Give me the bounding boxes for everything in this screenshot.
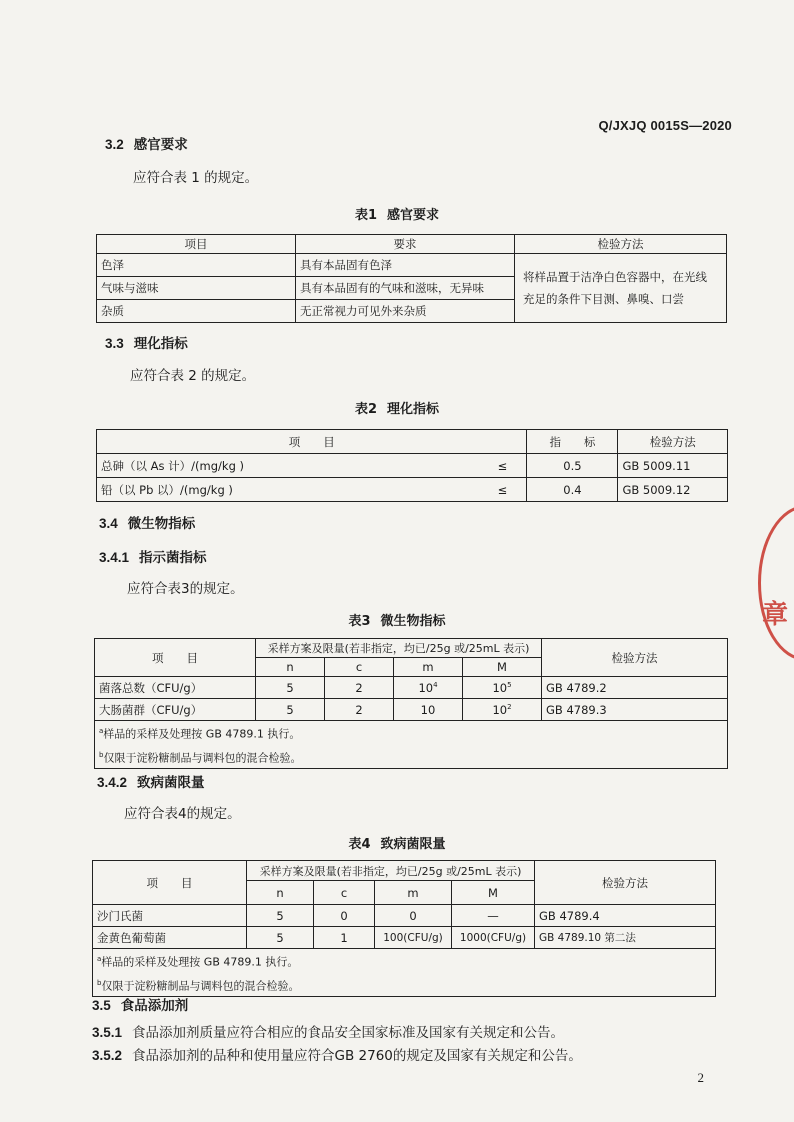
item-cell: 铅（以 Pb 以）/(mg/kg ) — [97, 478, 479, 502]
table-row — [97, 254, 727, 277]
table-row — [97, 478, 728, 502]
section-text: 食品添加剂质量应符合相应的食品安全国家标准及国家有关规定和公告。 — [132, 1025, 565, 1041]
M-base: 10 — [492, 680, 508, 695]
section-number: 3.2 — [105, 137, 124, 152]
section-title: 理化指标 — [133, 336, 188, 352]
caption-title: 致病菌限量 — [380, 837, 446, 852]
table-header-row — [95, 639, 728, 658]
header-cell: 项 目 — [95, 639, 256, 677]
header-cell: 检验方法 — [535, 861, 716, 905]
note-mark: a — [97, 955, 102, 963]
note-b — [99, 745, 723, 769]
c-cell: 2 — [325, 699, 394, 721]
m-cell — [394, 699, 463, 721]
c-cell: 2 — [325, 677, 394, 699]
header-cell: 检验方法 — [515, 235, 727, 254]
subheader-cell: c — [314, 881, 375, 905]
section-title: 食品添加剂 — [120, 998, 189, 1014]
M-cell: 1000(CFU/g) — [452, 927, 535, 949]
section-3-3-heading — [105, 332, 188, 352]
section-number: 3.5 — [92, 998, 111, 1013]
M-cell — [463, 699, 542, 721]
section-3-5-heading — [92, 994, 188, 1014]
subheader-cell: m — [394, 658, 463, 677]
table-notes — [93, 949, 716, 997]
section-3-4-1-text: 应符合表3的规定。 — [127, 581, 244, 597]
header-cell: 项 目 — [97, 430, 527, 454]
c-cell: 0 — [314, 905, 375, 927]
table-notes — [95, 721, 728, 769]
header-cell: 项目 — [97, 235, 296, 254]
section-3-2-heading — [105, 133, 188, 153]
section-text: 食品添加剂的品种和使用量应符合GB 2760的规定及国家有关规定和公告。 — [132, 1048, 582, 1064]
section-3-4-1-heading — [99, 546, 207, 566]
caption-number: 表2 — [354, 402, 378, 417]
item-cell: 气味与滋味 — [97, 277, 296, 300]
table-header-row — [97, 430, 728, 454]
method-cell: GB 5009.12 — [618, 478, 728, 502]
item-cell: 杂质 — [97, 300, 296, 323]
M-base: 10 — [492, 702, 508, 717]
requirement-cell: 具有本品固有的气味和滋味，无异味 — [296, 277, 515, 300]
table-header-row — [97, 235, 727, 254]
m-exponent: 4 — [433, 680, 438, 689]
m-cell: 100(CFU/g) — [375, 927, 452, 949]
m-cell — [394, 677, 463, 699]
section-number: 3.4.2 — [97, 775, 128, 790]
n-cell: 5 — [247, 927, 314, 949]
value-cell: 0.5 — [527, 454, 618, 478]
table-row — [93, 905, 716, 927]
method-cell: GB 4789.10 第二法 — [535, 927, 716, 949]
section-3-3-text: 应符合表 2 的规定。 — [130, 368, 256, 384]
subheader-cell: n — [256, 658, 325, 677]
method-cell: GB 5009.11 — [618, 454, 728, 478]
note-text: 仅限于淀粉糖制品与调料包的混合检验。 — [103, 751, 302, 765]
table-3-microbiological — [94, 638, 728, 769]
table-4-pathogen — [92, 860, 716, 997]
operator-cell: ≤ — [478, 454, 527, 478]
item-cell: 沙门氏菌 — [93, 905, 247, 927]
table-row — [95, 677, 728, 699]
note-text: 样品的采样及处理按 GB 4789.1 执行。 — [103, 727, 301, 741]
header-cell: 要求 — [296, 235, 515, 254]
table-3-caption — [0, 610, 794, 629]
subheader-cell: c — [325, 658, 394, 677]
note-mark: a — [99, 727, 104, 735]
method-cell: GB 4789.2 — [542, 677, 728, 699]
table-row — [97, 454, 728, 478]
table-1-caption — [0, 204, 794, 223]
section-title: 感官要求 — [133, 137, 188, 153]
note-mark: b — [99, 750, 104, 759]
table-header-row — [93, 861, 716, 881]
m-base: 10 — [420, 702, 436, 717]
caption-title: 理化指标 — [387, 402, 440, 417]
seal-stamp — [758, 505, 794, 655]
item-cell: 总砷（以 As 计）/(mg/kg ) — [97, 454, 479, 478]
seal-ring — [758, 505, 794, 661]
page-number: 2 — [697, 1070, 704, 1085]
section-3-5-1 — [92, 1021, 564, 1041]
caption-number: 表1 — [354, 208, 378, 223]
standard-number: Q/JXJQ 0015S—2020 — [598, 118, 732, 133]
m-cell: 0 — [375, 905, 452, 927]
section-title: 指示菌指标 — [139, 550, 207, 566]
caption-number: 表3 — [348, 614, 371, 629]
subheader-cell: m — [375, 881, 452, 905]
item-cell: 菌落总数（CFU/g） — [95, 677, 256, 699]
n-cell: 5 — [247, 905, 314, 927]
header-cell: 检验方法 — [618, 430, 728, 454]
table-row — [93, 927, 716, 949]
operator-cell: ≤ — [478, 478, 527, 502]
method-cell: 将样品置于洁净白色容器中，在光线充足的条件下目测、鼻嗅、口尝 — [515, 254, 727, 323]
method-cell: GB 4789.3 — [542, 699, 728, 721]
M-cell: — — [452, 905, 535, 927]
seal-character: 章 — [761, 600, 788, 630]
note-b — [97, 973, 711, 997]
note-text: 样品的采样及处理按 GB 4789.1 执行。 — [101, 955, 299, 969]
subheader-cell: n — [247, 881, 314, 905]
table-4-caption — [0, 833, 794, 852]
header-cell: 检验方法 — [542, 639, 728, 677]
section-number: 3.5.1 — [92, 1025, 123, 1040]
table-2-physicochemical — [96, 429, 728, 502]
item-cell: 金黄色葡萄菌 — [93, 927, 247, 949]
M-exponent: 5 — [507, 680, 512, 689]
note-a — [97, 949, 711, 973]
section-3-4-2-heading — [97, 771, 205, 791]
table-notes-row — [95, 721, 728, 769]
section-number: 3.4.1 — [99, 550, 130, 565]
note-mark: b — [97, 978, 102, 987]
note-text: 仅限于淀粉糖制品与调料包的混合检验。 — [101, 979, 300, 993]
c-cell: 1 — [314, 927, 375, 949]
header-cell: 采样方案及限量(若非指定，均已/25g 或/25mL 表示) — [247, 861, 535, 881]
M-exponent: 2 — [507, 702, 512, 711]
table-2-caption — [0, 398, 794, 417]
header-cell: 项 目 — [93, 861, 247, 905]
value-cell: 0.4 — [527, 478, 618, 502]
M-cell — [463, 677, 542, 699]
table-row — [95, 699, 728, 721]
subheader-cell: M — [452, 881, 535, 905]
caption-title: 感官要求 — [387, 208, 440, 223]
n-cell: 5 — [256, 699, 325, 721]
section-3-4-2-text: 应符合表4的规定。 — [124, 806, 241, 822]
requirement-cell: 具有本品固有色泽 — [296, 254, 515, 277]
section-3-2-text: 应符合表 1 的规定。 — [133, 170, 259, 186]
subheader-cell: M — [463, 658, 542, 677]
caption-title: 微生物指标 — [380, 614, 446, 629]
section-number: 3.5.2 — [92, 1048, 123, 1063]
table-notes-row — [93, 949, 716, 997]
section-number: 3.4 — [99, 516, 118, 531]
table-1-sensory — [96, 234, 727, 323]
section-number: 3.3 — [105, 336, 124, 351]
item-cell: 大肠菌群（CFU/g） — [95, 699, 256, 721]
item-cell: 色泽 — [97, 254, 296, 277]
header-cell: 采样方案及限量(若非指定，均已/25g 或/25mL 表示) — [256, 639, 542, 658]
header-cell: 指 标 — [527, 430, 618, 454]
section-title: 致病菌限量 — [137, 775, 205, 791]
requirement-cell: 无正常视力可见外来杂质 — [296, 300, 515, 323]
note-a — [99, 721, 723, 745]
section-3-4-heading — [99, 512, 195, 532]
caption-number: 表4 — [348, 837, 371, 852]
section-title: 微生物指标 — [127, 516, 196, 532]
m-base: 10 — [418, 680, 434, 695]
section-3-5-2 — [92, 1044, 582, 1064]
n-cell: 5 — [256, 677, 325, 699]
method-cell: GB 4789.4 — [535, 905, 716, 927]
